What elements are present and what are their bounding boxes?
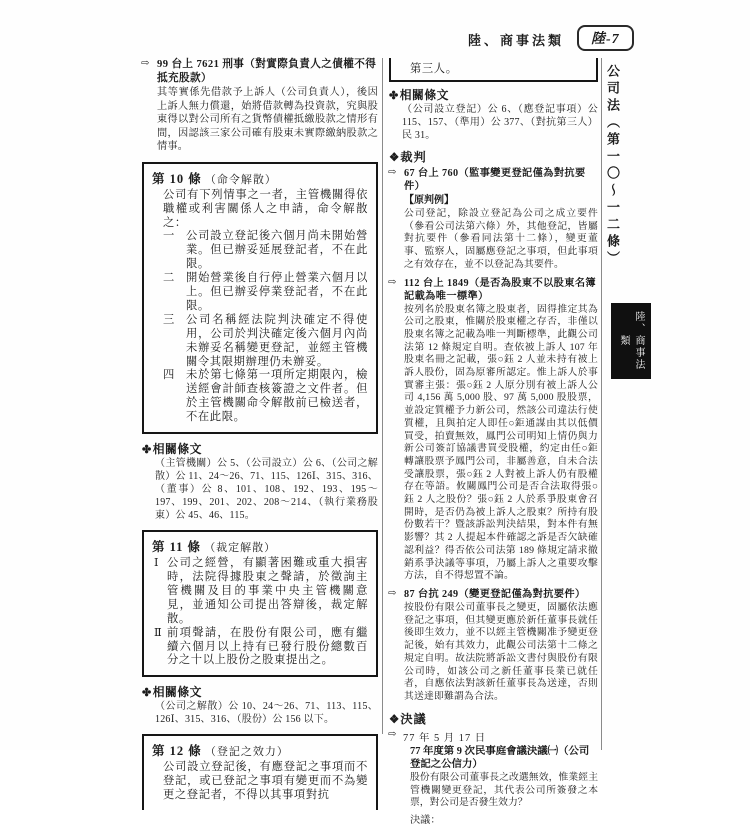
article-11-box: [142, 530, 378, 677]
article-subtitle: （登記之效力）: [204, 746, 289, 759]
case-arrow-icon: ⇨: [388, 587, 397, 599]
resolutions-section-heading: ❖決議: [389, 711, 427, 726]
article-12-box: [142, 734, 378, 810]
article-11-heading: [152, 537, 368, 555]
related-articles-10: [142, 440, 378, 522]
case-title: 112 台上 1849（是否為股東不以股東名簿記載為唯一標準）: [404, 277, 597, 302]
related-articles-heading: ✤相關條文: [142, 685, 202, 700]
article-11-para-1: Ⅰ 公司之經營，有顯著困難或重大損害時，法院得據股東之聲請，於徵詢主管機關及目的事業中央主管機關意見，並通知公司提出答辯後，裁定解散。: [154, 557, 368, 625]
judgments-section-heading: ❖裁判: [389, 150, 427, 164]
case-precedent-tag: 【原判例】: [404, 195, 454, 206]
related-articles-heading: ✤相關條文: [142, 442, 202, 457]
article-10-item-4: 四 未於第七條第一項所定期限內，檢送經會計師查核簽證之文件者。但於主管機關命令解散前已檢送者，不在此限。: [163, 369, 368, 424]
case-entry-99-7621: [142, 58, 378, 154]
flower-marker-icon: ✤: [142, 444, 152, 457]
related-articles-heading: ✤相關條文: [389, 88, 449, 102]
section-header-title: 陸、商事法類: [468, 33, 565, 48]
related-articles-12: [389, 86, 598, 142]
page-number-badge: 陸-7: [577, 25, 634, 51]
article-10-item-1: 一 公司設立登記後六個月尚未開始營業。但已辦妥延展登記者，不在此限。: [163, 230, 368, 271]
clover-marker-icon: ❖: [389, 152, 401, 164]
sidebar-chapter-range-label: 公司法（第一〇～一二條）: [605, 64, 620, 268]
left-column: [141, 58, 378, 802]
related-articles-text: （主管機關）公 5、（公司設立）公 6、（公司之解散）公 11、24～26、71、115、126Ⅰ、315、316、（董事）公 8、101、108、192、193、195～197、199、201、202、208～214、（執行業務股東）公 45、46、115。: [155, 458, 378, 522]
case-body: 按列名於股東名簿之股東者，固得推定其為公司之股東，惟關於股東權之存否，非僅以股東名簿之記載為唯一判斷標準，此觀公司法第 12 條規定自明。查依被上訴人 107 年股東名冊之記載，張○鈺 2 人並未持有被上訴人股份，固為原審所認定。惟上訴人於事實審主張：張○鈺 2 人原分別有被上訴人公司 4,156 萬 5,000 股、97 萬 5,000 股股票，並設定質權予力新公司，然該公司違法行使質權，且與拍定人即任○鉅通謀由其以低價買受，拍賣無效，鳳門公司明知上情仍與力新公司簽訂協議書買受股權，約定由任○鉅轉讓股票予鳳門公司，非屬善意，自未合法受讓股票，張○鈺 2 人對被上訴人仍有股權存在等語。攸關鳳門公司是否合法取得張○鈺 2 人之股份？張○鈺 2 人於系爭股東會召開時，是否仍為被上訴人之股東？所持有股份數若干？暨該訴訟判決結果，對本件有無影響？其 2 人提起本件確認之訴是否欠缺確認利益？得否依公司法第 189 條規定請求撤銷系爭決議等事項，乃屬上訴人之重要攻擊方法，自不得恝置不論。: [404, 303, 598, 582]
case-title: 99 台上 7621 刑事（對實際負責人之債權不得抵充股款）: [157, 59, 377, 84]
article-10-box: [142, 162, 378, 434]
resolution-date: 77 年 5 月 17 日: [403, 732, 487, 744]
sidebar-section-tab: 陸、商事法類: [611, 303, 651, 379]
case-body: 其等實係先借款予上訴人（公司負責人），後因上訴人無力償還，始將借款轉為投資款，究與股東得以對公司所有之貨幣債權抵繳股款之情形有間，因認該三家公司確有股東未實際繳納股款之情事。: [157, 87, 378, 153]
flower-marker-icon: ✤: [389, 90, 399, 102]
article-12-continuation-box: 第三人。: [389, 58, 598, 82]
case-title: 67 台上 760（監事變更登記僅為對抗要件）: [404, 168, 586, 192]
resolution-question: 股份有限公司董事長之改選無效，惟業經主管機關變更登記，其代表公司所簽發之本票，對公司是否發生效力？: [410, 772, 598, 809]
article-number: 第 11 條: [152, 540, 202, 555]
case-entry-112-1849: [389, 277, 598, 583]
right-column: [388, 58, 598, 826]
related-articles-11: [142, 683, 378, 726]
article-10-item-2: 二 開始營業後自行停止營業六個月以上。但已辦妥停業登記者，不在此限。: [163, 272, 368, 312]
case-arrow-icon: ⇨: [388, 276, 397, 288]
related-articles-text: （公司設立登記）公 6、（應登記事項）公 115、157、（準用）公 377、（對抗第三人）民 31。: [402, 104, 598, 141]
case-entry-67-760: [389, 167, 598, 272]
article-10-heading: [152, 169, 368, 187]
clover-marker-icon: ❖: [389, 713, 401, 726]
article-number: 第 12 條: [152, 744, 202, 759]
article-number: 第 10 條: [152, 171, 202, 186]
case-arrow-icon: ⇨: [141, 58, 150, 69]
case-body: 按股份有限公司董事長之變更，固屬依法應登記之事項，但其變更應於新任董事長就任後即生效力，並不以經主管機關准予變更登記後，始有其效力，此觀公司法第十二條之規定自明。故法院將訴訟文書付與股份有限公司時，如該公司之新任董事長業已就任者，自應依法對該新任董事長為送達，否則其送達即難謂為合法。: [404, 601, 598, 702]
resolution-entry-77: [389, 729, 598, 826]
case-entry-87-249: [389, 588, 598, 704]
case-title: 87 台抗 249（變更登記僅為對抗要件）: [404, 588, 586, 600]
resolution-arrow-icon: ⇨: [388, 728, 397, 740]
flower-marker-icon: ✤: [142, 687, 152, 700]
article-11-para-2: Ⅱ 前項聲請，在股份有限公司，應有繼續六個月以上持有已發行股份總數百分之十以上股份之股東提出之。: [154, 626, 368, 667]
article-12-body: 公司設立登記後，有應登記之事項而不登記，或已登記之事項有變更而不為變更之登記者，不得以其事項對抗: [163, 761, 368, 802]
column-divider: [382, 58, 383, 734]
article-12-heading: [152, 741, 368, 759]
case-body: 公司登記，除設立登記為公司之成立要件（參看公司法第六條）外，其他登記，皆屬對抗要件（參看同法第十二條），變更董事、監察人，固屬應登記之事項，但此事項之有效存在，並不以登記為其要件。: [404, 208, 598, 270]
article-subtitle: （命令解散）: [204, 173, 277, 186]
article-subtitle: （裁定解散）: [204, 542, 277, 555]
resolution-title: 77 年度第 9 次民事庭會議決議㈠（公司登記之公信力）: [410, 745, 590, 770]
resolution-answer-label: 決議：: [410, 815, 441, 826]
article-10-intro: 公司有下列情事之一者，主管機關得依職權或利害關係人之申請，命令解散之：: [163, 188, 368, 229]
related-articles-text: （公司之解散）公 10、24～26、71、113、115、126Ⅰ、315、316、（股份）公 156 以下。: [155, 701, 378, 726]
article-10-item-3: 三 公司名稱經法院判決確定不得使用，公司於判決確定後六個月內尚未辦妥名稱變更登記，並經主管機關令其限期辦理仍未辦妥。: [163, 313, 368, 368]
case-arrow-icon: ⇨: [388, 167, 397, 178]
sidebar-divider: [601, 58, 602, 750]
